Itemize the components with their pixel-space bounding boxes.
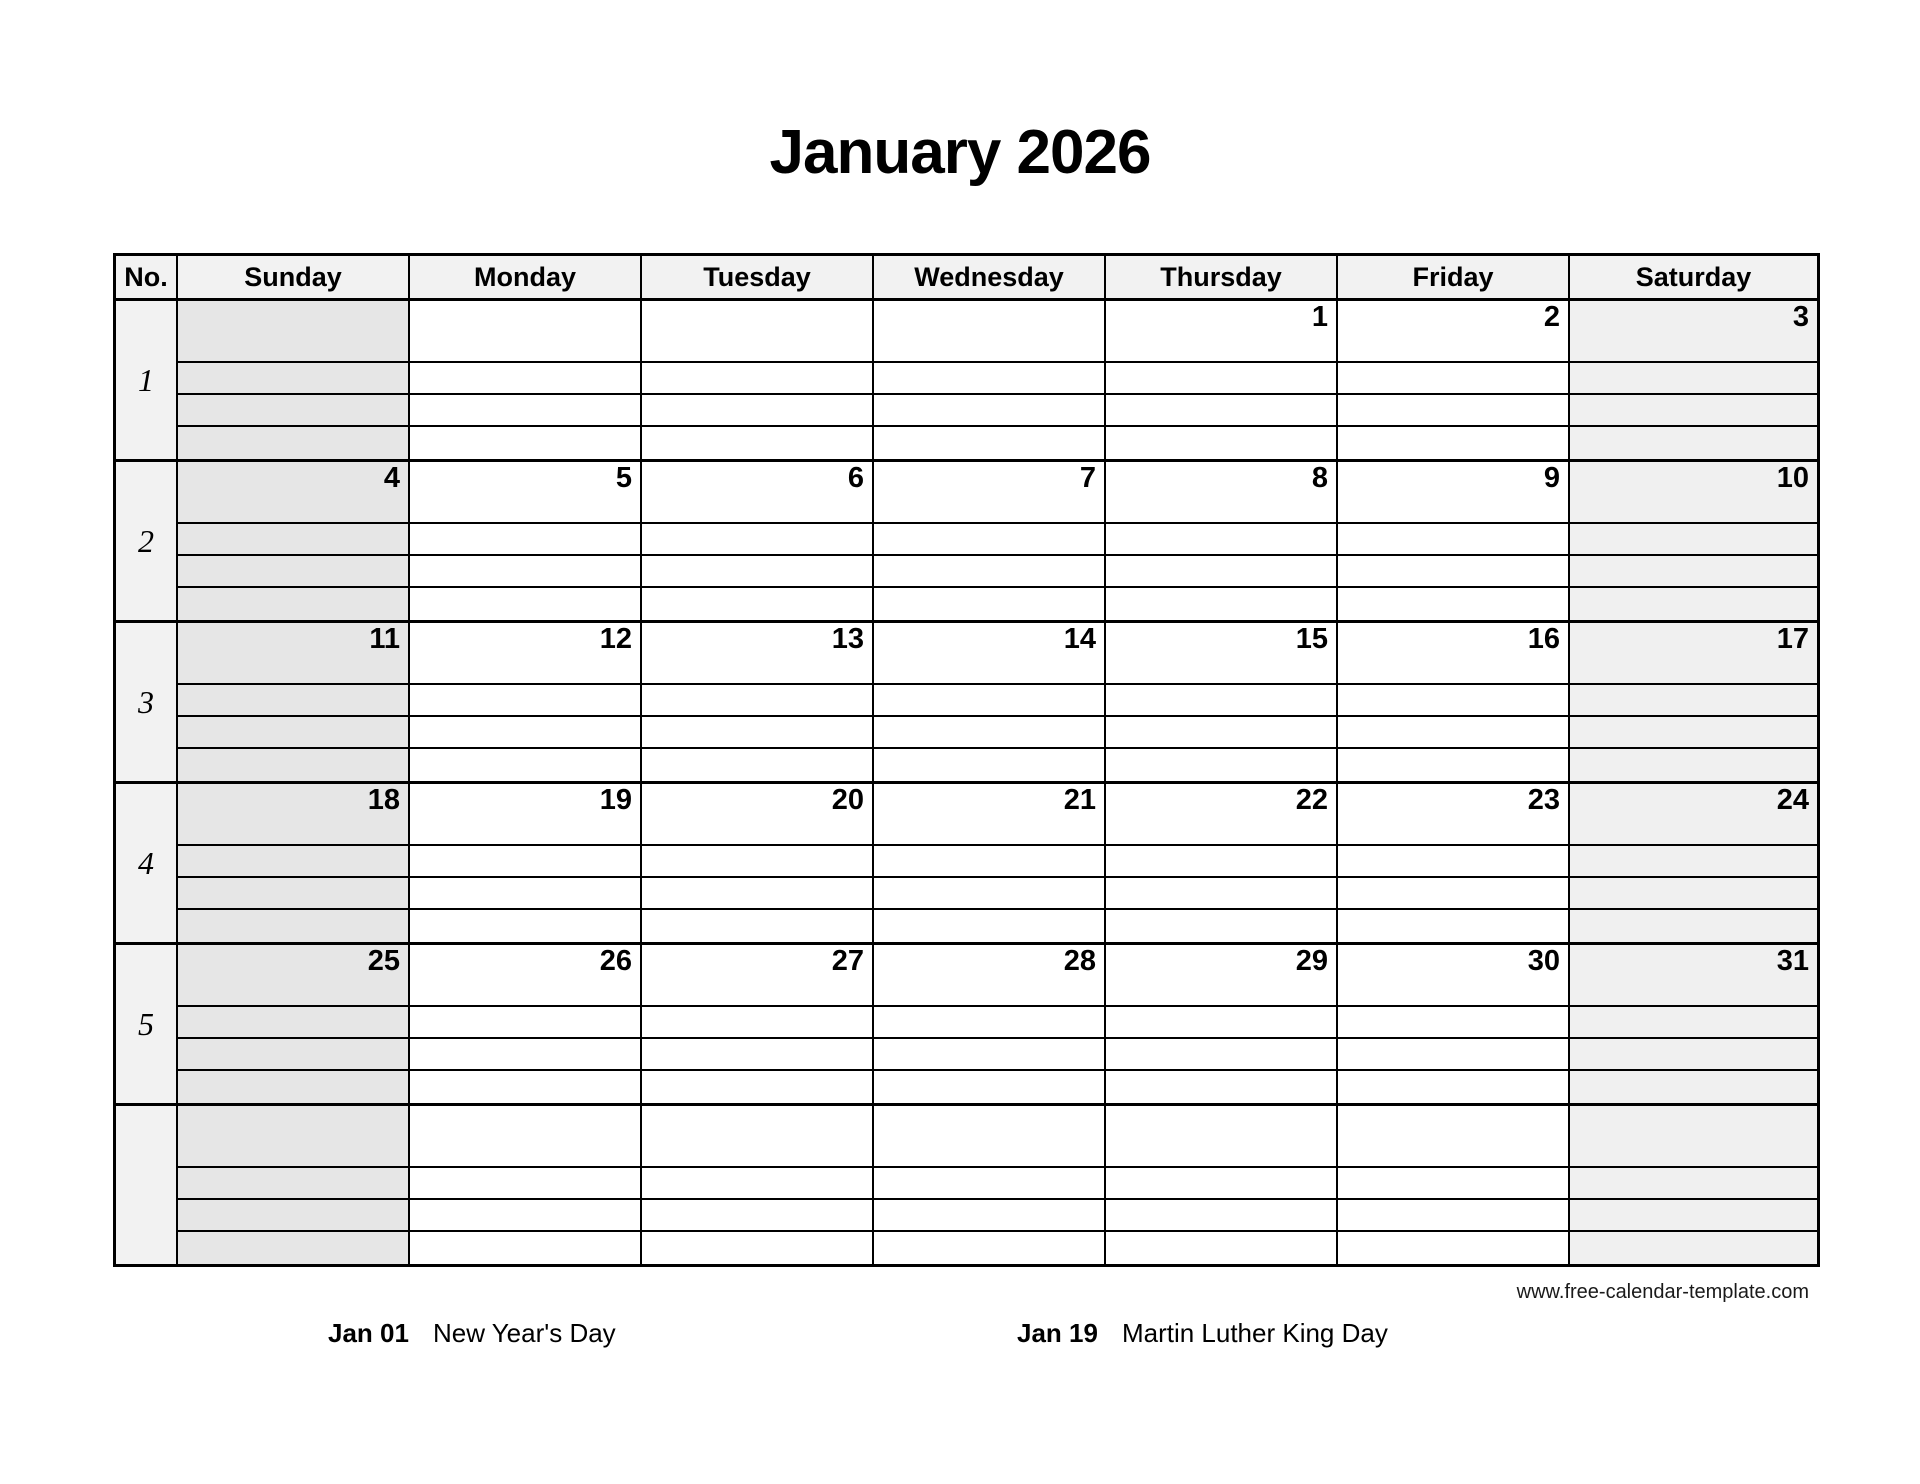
week-block bbox=[116, 784, 1817, 945]
note-line-cell bbox=[874, 395, 1106, 427]
day-cell: 21 bbox=[874, 784, 1106, 846]
note-line-cell bbox=[410, 556, 642, 588]
note-line-cell bbox=[874, 1039, 1106, 1071]
day-header-friday: Friday bbox=[1338, 256, 1570, 298]
note-line-cell bbox=[642, 363, 874, 395]
note-line-cell bbox=[874, 524, 1106, 556]
note-line-cell bbox=[874, 363, 1106, 395]
note-line-cell bbox=[410, 1168, 642, 1200]
note-line-row bbox=[178, 1232, 1817, 1264]
note-line-row bbox=[178, 363, 1817, 395]
note-line-cell bbox=[1106, 524, 1338, 556]
note-line-cell bbox=[874, 685, 1106, 717]
day-number-row bbox=[178, 462, 1817, 524]
note-line-cell bbox=[1570, 556, 1817, 588]
week-days bbox=[178, 623, 1817, 781]
note-line-cell bbox=[410, 524, 642, 556]
note-line-row bbox=[178, 556, 1817, 588]
day-cell: 15 bbox=[1106, 623, 1338, 685]
note-line-cell bbox=[1106, 717, 1338, 749]
note-line-cell bbox=[1570, 427, 1817, 459]
holiday-name: Martin Luther King Day bbox=[1121, 1318, 1388, 1348]
note-line-cell bbox=[874, 717, 1106, 749]
note-line-cell bbox=[642, 1168, 874, 1200]
week-days bbox=[178, 462, 1817, 620]
day-cell: 10 bbox=[1570, 462, 1817, 524]
note-line-cell bbox=[410, 1071, 642, 1103]
week-number-cell: 5 bbox=[116, 945, 178, 1103]
note-line-row bbox=[178, 524, 1817, 556]
note-line-cell bbox=[1570, 910, 1817, 942]
day-header-sunday: Sunday bbox=[178, 256, 410, 298]
note-line-cell bbox=[1338, 1039, 1570, 1071]
note-line-row bbox=[178, 588, 1817, 620]
day-cell: 9 bbox=[1338, 462, 1570, 524]
note-line-cell bbox=[642, 910, 874, 942]
week-block bbox=[116, 623, 1817, 784]
note-line-cell bbox=[178, 588, 410, 620]
note-line-cell bbox=[178, 910, 410, 942]
day-number-row bbox=[178, 1106, 1817, 1168]
note-line-cell bbox=[178, 1232, 410, 1264]
note-line-cell bbox=[1570, 685, 1817, 717]
note-line-row bbox=[178, 1039, 1817, 1071]
note-line-cell bbox=[874, 1200, 1106, 1232]
note-line-cell bbox=[1106, 588, 1338, 620]
note-line-cell bbox=[874, 878, 1106, 910]
note-line-cell bbox=[1338, 427, 1570, 459]
note-line-cell bbox=[1106, 1039, 1338, 1071]
note-line-cell bbox=[1570, 878, 1817, 910]
day-cell: 28 bbox=[874, 945, 1106, 1007]
week-number-cell: 4 bbox=[116, 784, 178, 942]
day-cell: 19 bbox=[410, 784, 642, 846]
note-line-cell bbox=[1338, 1232, 1570, 1264]
note-line-cell bbox=[178, 749, 410, 781]
day-cell: 27 bbox=[642, 945, 874, 1007]
day-header-monday: Monday bbox=[410, 256, 642, 298]
note-line-row bbox=[178, 878, 1817, 910]
day-cell bbox=[410, 1106, 642, 1168]
day-cell: 24 bbox=[1570, 784, 1817, 846]
day-cell: 22 bbox=[1106, 784, 1338, 846]
note-line-cell bbox=[1106, 685, 1338, 717]
note-line-cell bbox=[1570, 395, 1817, 427]
note-line-cell bbox=[178, 363, 410, 395]
note-line-cell bbox=[1338, 556, 1570, 588]
note-line-cell bbox=[1570, 1039, 1817, 1071]
week-number-cell: 3 bbox=[116, 623, 178, 781]
note-line-row bbox=[178, 1168, 1817, 1200]
day-cell: 12 bbox=[410, 623, 642, 685]
note-line-cell bbox=[410, 588, 642, 620]
holiday-date: Jan 19 bbox=[1017, 1318, 1098, 1348]
day-header-thursday: Thursday bbox=[1106, 256, 1338, 298]
day-number-row bbox=[178, 623, 1817, 685]
note-line-cell bbox=[642, 427, 874, 459]
calendar-title: January 2026 bbox=[769, 118, 1151, 187]
day-number-row bbox=[178, 301, 1817, 363]
note-line-cell bbox=[410, 749, 642, 781]
holiday-item bbox=[1017, 1318, 1388, 1349]
day-cell: 29 bbox=[1106, 945, 1338, 1007]
note-line-cell bbox=[178, 1071, 410, 1103]
note-line-cell bbox=[410, 1200, 642, 1232]
day-cell: 2 bbox=[1338, 301, 1570, 363]
note-line-cell bbox=[1338, 717, 1570, 749]
note-line-cell bbox=[874, 910, 1106, 942]
note-line-cell bbox=[410, 878, 642, 910]
day-cell: 17 bbox=[1570, 623, 1817, 685]
note-line-cell bbox=[1338, 685, 1570, 717]
note-line-cell bbox=[410, 910, 642, 942]
day-cell bbox=[1570, 1106, 1817, 1168]
day-cell: 3 bbox=[1570, 301, 1817, 363]
day-cell: 1 bbox=[1106, 301, 1338, 363]
note-line-cell bbox=[178, 878, 410, 910]
week-number-cell: 1 bbox=[116, 301, 178, 459]
note-line-row bbox=[178, 910, 1817, 942]
note-line-cell bbox=[410, 395, 642, 427]
note-line-row bbox=[178, 1071, 1817, 1103]
day-cell: 25 bbox=[178, 945, 410, 1007]
note-line-cell bbox=[642, 1200, 874, 1232]
note-line-cell bbox=[874, 1168, 1106, 1200]
day-cell: 14 bbox=[874, 623, 1106, 685]
note-line-row bbox=[178, 1007, 1817, 1039]
note-line-cell bbox=[874, 588, 1106, 620]
note-line-cell bbox=[874, 556, 1106, 588]
note-line-cell bbox=[410, 1232, 642, 1264]
note-line-cell bbox=[410, 1039, 642, 1071]
no-column-header: No. bbox=[116, 256, 178, 298]
week-number-cell bbox=[116, 1106, 178, 1264]
note-line-cell bbox=[1106, 846, 1338, 878]
holiday-date: Jan 01 bbox=[328, 1318, 409, 1348]
note-line-cell bbox=[642, 1232, 874, 1264]
note-line-cell bbox=[178, 395, 410, 427]
note-line-cell bbox=[642, 878, 874, 910]
calendar-table bbox=[113, 253, 1820, 1267]
note-line-cell bbox=[178, 1039, 410, 1071]
day-cell bbox=[874, 1106, 1106, 1168]
website-url: www.free-calendar-template.com bbox=[1516, 1281, 1809, 1303]
note-line-cell bbox=[410, 685, 642, 717]
note-line-cell bbox=[178, 846, 410, 878]
note-line-row bbox=[178, 717, 1817, 749]
day-cell: 30 bbox=[1338, 945, 1570, 1007]
note-line-cell bbox=[1570, 717, 1817, 749]
week-block bbox=[116, 301, 1817, 462]
note-line-cell bbox=[1570, 1200, 1817, 1232]
note-line-row bbox=[178, 1200, 1817, 1232]
day-cell: 20 bbox=[642, 784, 874, 846]
week-days bbox=[178, 945, 1817, 1103]
note-line-cell bbox=[874, 1007, 1106, 1039]
week-days bbox=[178, 301, 1817, 459]
week-block bbox=[116, 1106, 1817, 1264]
note-line-cell bbox=[178, 1007, 410, 1039]
holiday-item bbox=[328, 1318, 616, 1349]
note-line-cell bbox=[1570, 846, 1817, 878]
note-line-cell bbox=[1338, 1200, 1570, 1232]
day-cell bbox=[178, 301, 410, 363]
note-line-cell bbox=[178, 1200, 410, 1232]
note-line-cell bbox=[642, 588, 874, 620]
note-line-cell bbox=[178, 524, 410, 556]
note-line-cell bbox=[1106, 363, 1338, 395]
day-cell: 26 bbox=[410, 945, 642, 1007]
note-line-cell bbox=[1338, 1168, 1570, 1200]
note-line-cell bbox=[178, 427, 410, 459]
note-line-cell bbox=[1570, 749, 1817, 781]
note-line-cell bbox=[1338, 846, 1570, 878]
week-days bbox=[178, 1106, 1817, 1264]
day-number-row bbox=[178, 945, 1817, 1007]
note-line-cell bbox=[1570, 1168, 1817, 1200]
note-line-cell bbox=[1106, 1232, 1338, 1264]
day-cell: 6 bbox=[642, 462, 874, 524]
note-line-cell bbox=[178, 1168, 410, 1200]
note-line-cell bbox=[1338, 524, 1570, 556]
note-line-row bbox=[178, 685, 1817, 717]
day-cell bbox=[642, 1106, 874, 1168]
note-line-cell bbox=[642, 395, 874, 427]
day-cell bbox=[874, 301, 1106, 363]
note-line-cell bbox=[1338, 749, 1570, 781]
day-cell bbox=[1106, 1106, 1338, 1168]
note-line-cell bbox=[1338, 1007, 1570, 1039]
day-cell: 13 bbox=[642, 623, 874, 685]
note-line-cell bbox=[1338, 588, 1570, 620]
day-header-tuesday: Tuesday bbox=[642, 256, 874, 298]
note-line-cell bbox=[1106, 1200, 1338, 1232]
note-line-cell bbox=[1570, 363, 1817, 395]
note-line-cell bbox=[642, 1007, 874, 1039]
note-line-row bbox=[178, 749, 1817, 781]
note-line-row bbox=[178, 427, 1817, 459]
holiday-name: New Year's Day bbox=[432, 1318, 616, 1348]
note-line-cell bbox=[1106, 395, 1338, 427]
note-line-cell bbox=[874, 846, 1106, 878]
note-line-row bbox=[178, 846, 1817, 878]
day-cell: 7 bbox=[874, 462, 1106, 524]
note-line-cell bbox=[1570, 588, 1817, 620]
note-line-cell bbox=[642, 556, 874, 588]
note-line-cell bbox=[1338, 363, 1570, 395]
note-line-cell bbox=[1106, 910, 1338, 942]
note-line-cell bbox=[410, 427, 642, 459]
note-line-cell bbox=[1106, 556, 1338, 588]
note-line-cell bbox=[1338, 395, 1570, 427]
day-number-row bbox=[178, 784, 1817, 846]
note-line-cell bbox=[1106, 1007, 1338, 1039]
note-line-cell bbox=[1570, 1232, 1817, 1264]
note-line-cell bbox=[410, 846, 642, 878]
note-line-row bbox=[178, 395, 1817, 427]
note-line-cell bbox=[642, 1039, 874, 1071]
note-line-cell bbox=[642, 1071, 874, 1103]
week-number-cell: 2 bbox=[116, 462, 178, 620]
note-line-cell bbox=[1338, 878, 1570, 910]
day-cell: 11 bbox=[178, 623, 410, 685]
note-line-cell bbox=[178, 717, 410, 749]
day-cell bbox=[410, 301, 642, 363]
note-line-cell bbox=[874, 427, 1106, 459]
day-cell: 23 bbox=[1338, 784, 1570, 846]
day-cell: 18 bbox=[178, 784, 410, 846]
note-line-cell bbox=[642, 846, 874, 878]
note-line-cell bbox=[1570, 1071, 1817, 1103]
note-line-cell bbox=[1570, 1007, 1817, 1039]
note-line-cell bbox=[410, 363, 642, 395]
note-line-cell bbox=[642, 524, 874, 556]
day-cell bbox=[1338, 1106, 1570, 1168]
week-days bbox=[178, 784, 1817, 942]
note-line-cell bbox=[642, 685, 874, 717]
note-line-cell bbox=[1106, 1071, 1338, 1103]
day-cell bbox=[178, 1106, 410, 1168]
note-line-cell bbox=[1106, 878, 1338, 910]
note-line-cell bbox=[178, 556, 410, 588]
note-line-cell bbox=[1106, 749, 1338, 781]
day-cell bbox=[642, 301, 874, 363]
day-cell: 5 bbox=[410, 462, 642, 524]
note-line-cell bbox=[874, 1071, 1106, 1103]
note-line-cell bbox=[1106, 427, 1338, 459]
week-block bbox=[116, 945, 1817, 1106]
day-header-saturday: Saturday bbox=[1570, 256, 1817, 298]
note-line-cell bbox=[1106, 1168, 1338, 1200]
day-cell: 16 bbox=[1338, 623, 1570, 685]
note-line-cell bbox=[410, 717, 642, 749]
day-cell: 31 bbox=[1570, 945, 1817, 1007]
note-line-cell bbox=[1338, 910, 1570, 942]
week-block bbox=[116, 462, 1817, 623]
day-header-wednesday: Wednesday bbox=[874, 256, 1106, 298]
note-line-cell bbox=[178, 685, 410, 717]
note-line-cell bbox=[410, 1007, 642, 1039]
day-cell: 8 bbox=[1106, 462, 1338, 524]
note-line-cell bbox=[1338, 1071, 1570, 1103]
note-line-cell bbox=[874, 1232, 1106, 1264]
note-line-cell bbox=[1570, 524, 1817, 556]
day-cell: 4 bbox=[178, 462, 410, 524]
note-line-cell bbox=[874, 749, 1106, 781]
calendar-header-row bbox=[116, 256, 1817, 301]
note-line-cell bbox=[642, 749, 874, 781]
note-line-cell bbox=[642, 717, 874, 749]
